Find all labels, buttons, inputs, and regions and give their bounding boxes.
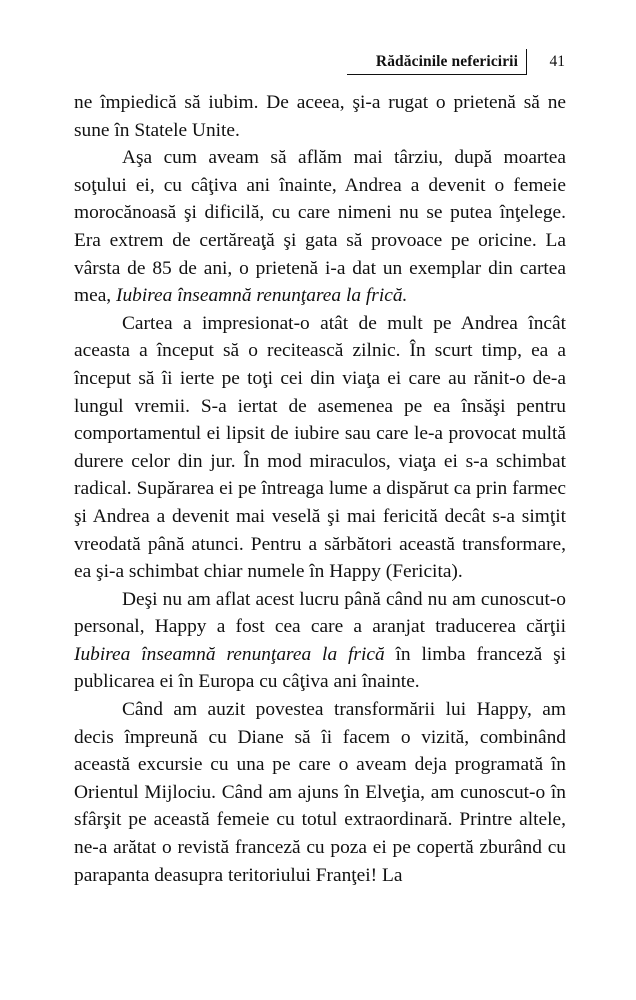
header-divider-horizontal: [347, 74, 527, 75]
running-header: [74, 47, 566, 77]
paragraph-2-text: Aşa cum aveam să aflăm mai târziu, după moartea soţului ei, cu câţiva ani înainte, Andrea a devenit o femeie morocănoasă şi dificilă, cu care nimeni nu se putea înţelege. Era extrem de certăreaţă şi gata să provoace pe oricine. La vârsta de 85 de ani, o prietenă i-a dat un exemplar din cartea mea,: [74, 147, 566, 307]
header-divider-vertical: [526, 49, 527, 75]
body-text: [74, 89, 566, 889]
paragraph-1: ne împiedică să iubim. De aceea, şi-a rugat o prietenă să ne sune în Statele Unite.: [74, 92, 566, 141]
paragraph-5: Când am auzit povestea transformării lui Happy, am decis împreună cu Diane să îi facem o vizită, combinând această excursie cu una pe care o aveam deja programată în Orientul Mijlociu. Când am ajuns în Elveţia, am cunoscut-o în sfârşit pe această femeie cu totul extraordinară. Printre altele, ne-a arătat o revistă franceză cu poza ei pe copertă zburând cu parapanta deasupra teritoriului Franţei! La: [74, 699, 566, 886]
paragraph-4-text-start: Deşi nu am aflat acest lucru până când nu am cunoscut-o personal, Happy a fost cea care a aranjat traducerea cărţii: [74, 588, 566, 638]
paragraph-4: [74, 586, 566, 696]
paragraph-4-text-end: în limba franceză şi publicarea ei în Europa cu câţiva ani înainte.: [74, 643, 566, 693]
paragraph-2: [74, 144, 566, 310]
running-title: Rădăcinile nefericirii: [375, 53, 518, 70]
book-title: Iubirea înseamnă renunţarea la frică.: [116, 285, 408, 307]
page-number: 41: [549, 53, 565, 70]
book-title: Iubirea înseamnă renunţarea la frică: [74, 643, 385, 665]
paragraph-3: Cartea a impresionat-o atât de mult pe Andrea încât aceasta a început să o recitească zilnic. În scurt timp, ea a început să îi ierte pe toţi cei din viaţa ei care au rănit-o de-a lungul vremii. S-a iertat de asemenea pe ea însăşi pentru comportamentul ei lipsit de iubire sau care le-a provocat multă durere celor din jur. În mod miraculos, viaţa ei s-a schimbat radical. Supărarea ei pe întreaga lume a dispărut ca prin farmec şi Andrea a devenit mai veselă şi mai fericită decât s-a simţit vreodată până atunci. Pentru a sărbători această transformare, ea şi-a schimbat chiar numele în Happy (Fericita).: [74, 312, 566, 583]
